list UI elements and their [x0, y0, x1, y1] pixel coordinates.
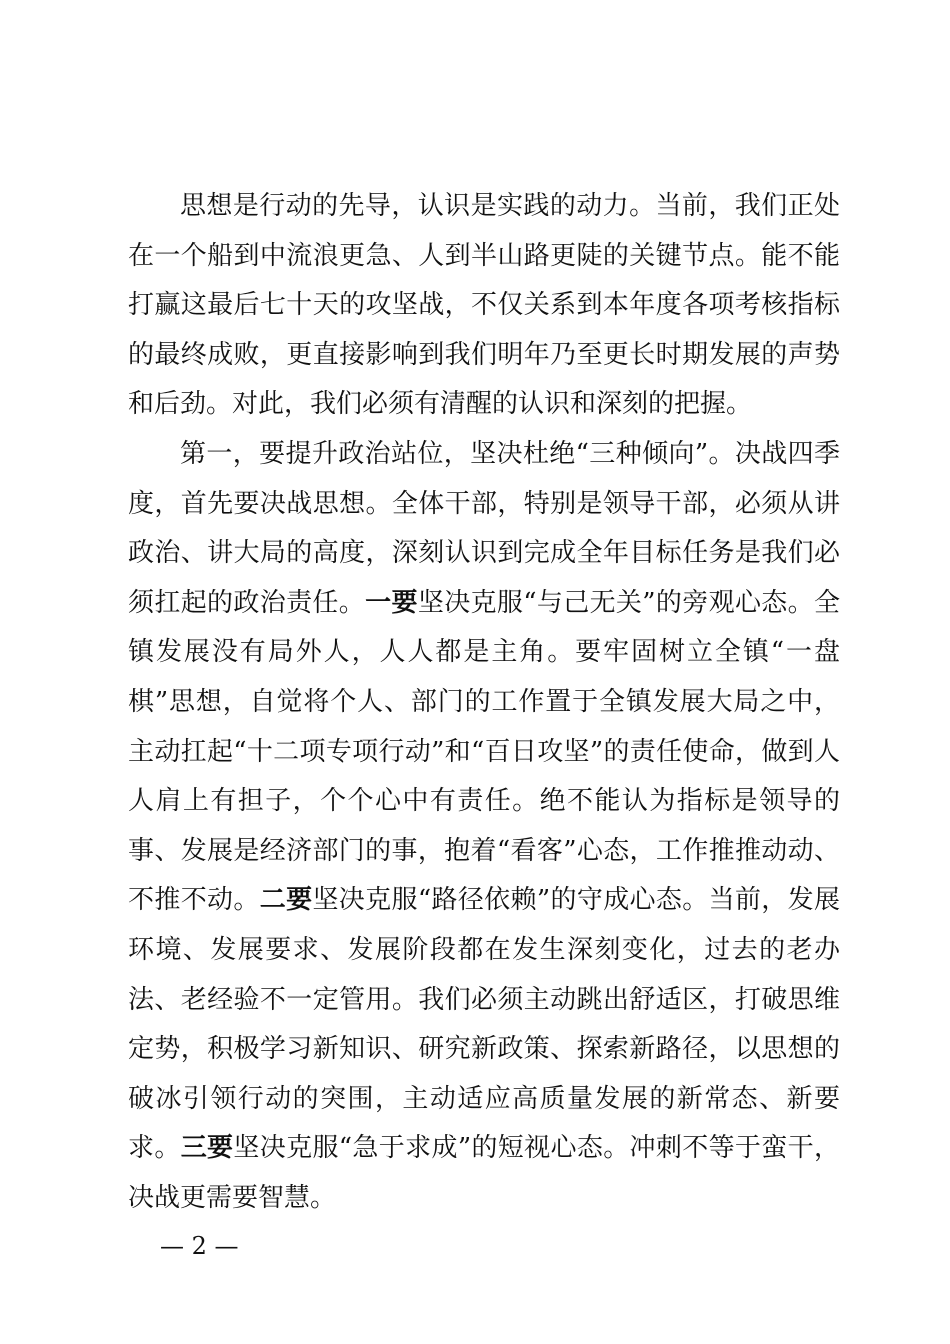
text-segment: 思想是行动的先导，认识是实践的动力。当前，我们正处在一个船到中流浪更急、人到半山路更陡的关键节点。能不能打赢这最后七十天的攻坚战，不仅关系到本年度各项考核指标的最终成败，更直接影响到我们明年乃至更长时期发展的声势和后劲。对此，我们必须有清醒的认识和深刻的把握。	[128, 191, 840, 420]
paragraph	[128, 182, 840, 430]
paragraph	[128, 430, 840, 1224]
body-text	[128, 182, 840, 1223]
page-number: — 2 —	[160, 1232, 239, 1260]
text-segment: 坚决克服“与己无关”的旁观心态。全镇发展没有局外人，人人都是主角。要牢固树立全镇“一盘棋”思想，自觉将个人、部门的工作置于全镇发展大局之中，主动扛起“十二项专项行动”和“百日攻坚”的责任使命，做到人人肩上有担子，个个心中有责任。绝不能认为指标是领导的事、发展是经济部门的事，抱着“看客”心态，工作推推动动、不推不动。	[128, 587, 840, 916]
text-segment: 坚决克服“路径依赖”的守成心态。当前，发展环境、发展要求、发展阶段都在发生深刻变化，过去的老办法、老经验不一定管用。我们必须主动跳出舒适区，打破思维定势，积极学习新知识、研究新政策、探索新路径，以思想的破冰引领行动的突围，主动适应高质量发展的新常态、新要求。	[128, 885, 840, 1164]
bold-lead-two: 二要	[259, 885, 313, 916]
bold-lead-one: 一要	[365, 587, 418, 618]
text-segment: 第一，要提升政治站位，坚决杜绝“三种倾向”。决战四季度，首先要决战思想。全体干部，特别是领导干部，必须从讲政治、讲大局的高度，深刻认识到完成全年目标任务是我们必须扛起的政治责任。	[128, 438, 840, 618]
text-segment: 坚决克服“急于求成”的短视心态。冲刺不等于蛮干，决战更需要智慧。	[128, 1133, 840, 1213]
bold-lead-three: 三要	[180, 1133, 234, 1164]
